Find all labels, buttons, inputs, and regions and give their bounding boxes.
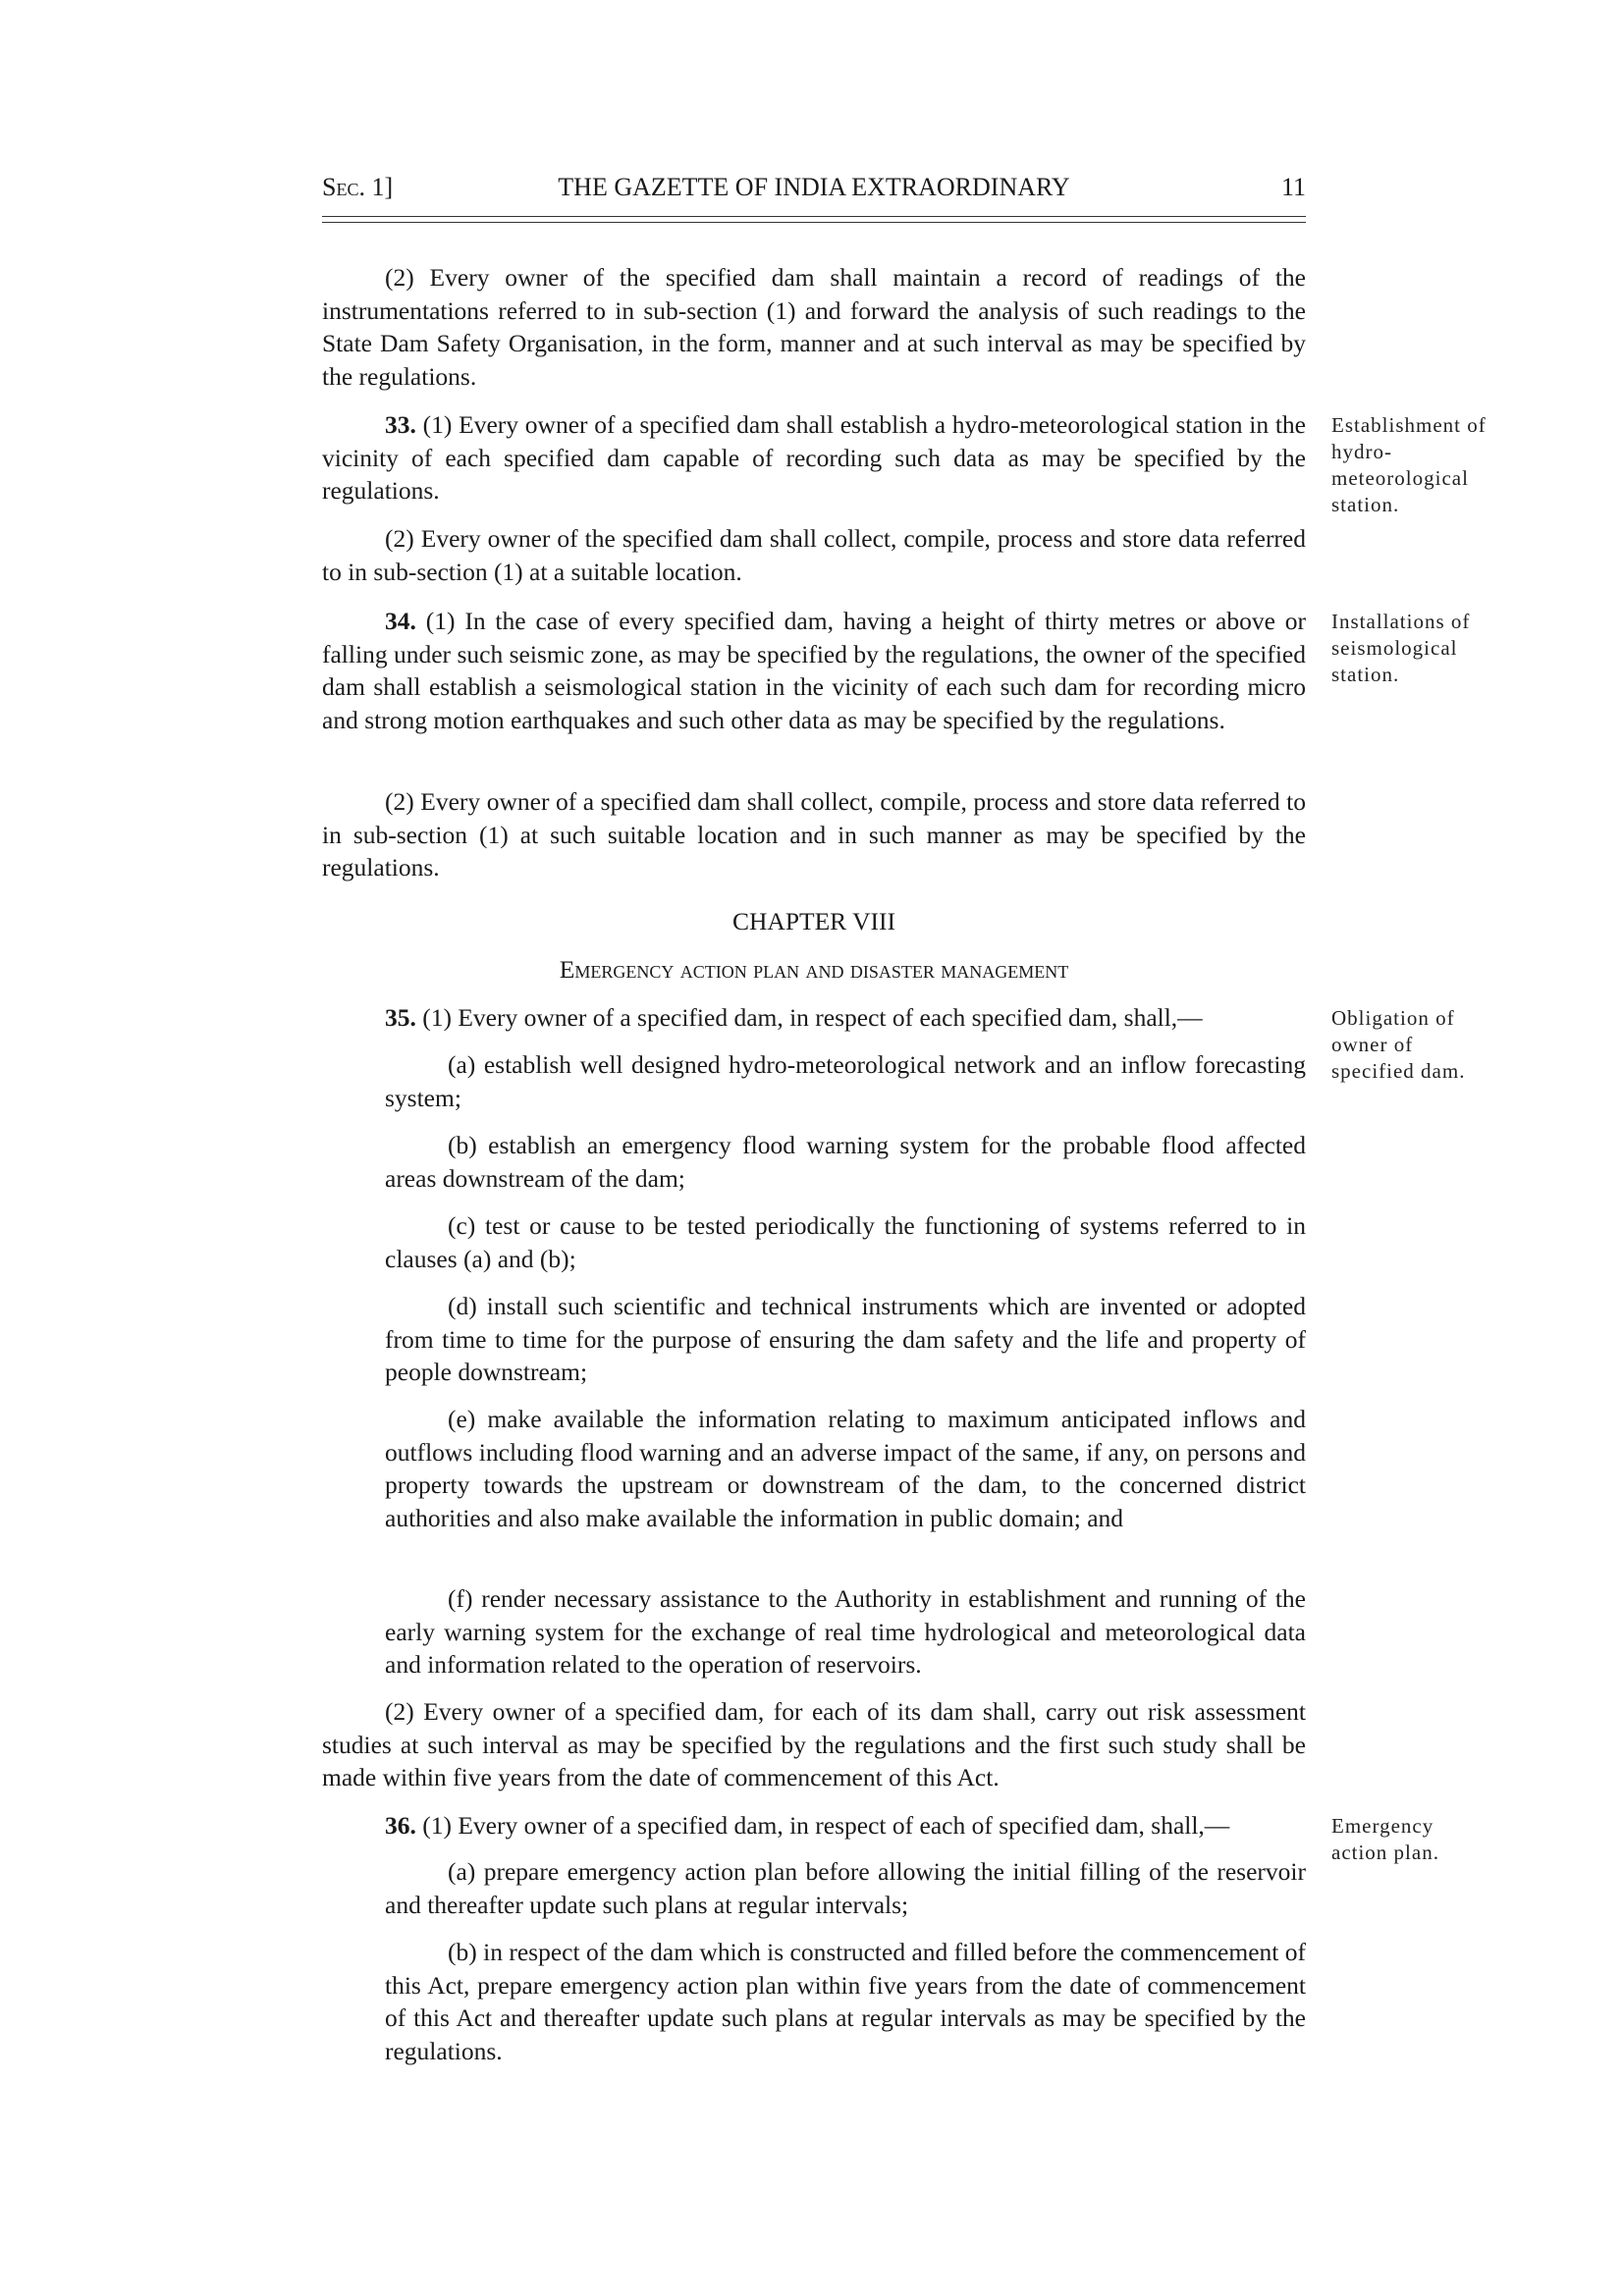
- section-34: [322, 605, 1306, 736]
- paragraph-text: (e) make available the information relating to maximum anticipated inflows and outflows including flood warning and an adverse impact of the same, if any, on persons and property towards the upstream or downstream of the dam, to the concerned district authorities and also make available the information in public domain; and: [385, 1405, 1306, 1532]
- paragraph-32-2: [322, 261, 1306, 393]
- section-35: [322, 1001, 1306, 1035]
- marginal-note-33: Establishment of hydro-meteorological station.: [1331, 413, 1487, 516]
- paragraph-text: (2) Every owner of the specified dam shall maintain a record of readings of the instrumentations referred to in sub-section (1) and forward the analysis of such readings to the State Dam Safety Organisation, in the form, manner and at such interval as may be specified by the regulations.: [322, 263, 1306, 391]
- paragraph-text: (b) in respect of the dam which is constructed and filled before the commencement of this Act, prepare emergency action plan within five years from the date of commencement of this Act and thereafter update such plans at regular intervals as may be specified by the regulations.: [385, 1938, 1306, 2065]
- clause-35-c: [385, 1209, 1306, 1275]
- section-36: [322, 1809, 1306, 1842]
- section-number: 33.: [385, 410, 416, 439]
- clause-35-d: [385, 1290, 1306, 1389]
- paragraph-text: (c) test or cause to be tested periodically the functioning of systems referred to in clauses (a) and (b);: [385, 1211, 1306, 1273]
- clause-35-b: [385, 1129, 1306, 1195]
- clause-35-a: [385, 1048, 1306, 1114]
- marginal-note-35: Obligation of owner of specified dam.: [1331, 1006, 1466, 1083]
- gazette-title: THE GAZETTE OF INDIA EXTRAORDINARY: [558, 173, 1070, 201]
- paragraph-text: (2) Every owner of a specified dam, for each of its dam shall, carry out risk assessment studies at such interval as may be specified by the regulations and the first such study shall be made within five years from the date of commencement of this Act.: [322, 1697, 1306, 1791]
- marginal-note-36: Emergency action plan.: [1331, 1814, 1439, 1864]
- chapter-subtitle: Emergency action plan and disaster management: [559, 955, 1069, 984]
- paragraph-text: (1) Every owner of a specified dam, in respect of each of specified dam, shall,—: [415, 1811, 1230, 1840]
- section-label: Sec. 1]: [322, 173, 394, 201]
- section-33: [322, 408, 1306, 507]
- paragraph-text: (1) Every owner of a specified dam shall establish a hydro-meteorological station in the vicinity of each specified dam capable of recording such data as may be specified by the regulations.: [322, 410, 1306, 505]
- clause-35-f: [385, 1582, 1306, 1682]
- paragraph-text: (f) render necessary assistance to the Authority in establishment and running of the early warning system for the exchange of real time hydrological and meteorological data and information related to the operation of reservoirs.: [385, 1584, 1306, 1679]
- section-number: 35.: [385, 1003, 416, 1032]
- paragraph-text: (1) In the case of every specified dam, having a height of thirty metres or above or falling under such seismic zone, as may be specified by the regulations, the owner of the specified dam shall establish a seismological station in the vicinity of each such dam for recording micro and strong motion earthquakes and such other data as may be specified by the regulations.: [322, 607, 1306, 734]
- page-header: [322, 173, 1306, 212]
- paragraph-text: (a) prepare emergency action plan before allowing the initial filling of the reservoir and thereafter update such plans at regular intervals;: [385, 1857, 1306, 1919]
- paragraph-text: (2) Every owner of the specified dam shall collect, compile, process and store data referred to in sub-section (1) at a suitable location.: [322, 524, 1306, 586]
- header-rule-bottom: [322, 222, 1306, 223]
- paragraph-34-2: [322, 785, 1306, 884]
- clause-36-b: [385, 1936, 1306, 2067]
- paragraph-text: (b) establish an emergency flood warning system for the probable flood affected areas downstream of the dam;: [385, 1131, 1306, 1193]
- chapter-title: CHAPTER VIII: [732, 907, 895, 935]
- header-rule-top: [322, 216, 1306, 217]
- paragraph-text: (d) install such scientific and technical instruments which are invented or adopted from time to time for the purpose of ensuring the dam safety and the life and property of people downstream;: [385, 1292, 1306, 1386]
- page-number: 11: [1280, 173, 1306, 201]
- paragraph-text: (a) establish well designed hydro-meteorological network and an inflow forecasting system;: [385, 1050, 1306, 1112]
- marginal-note-34: Installations of seismological station.: [1331, 610, 1471, 686]
- clause-35-e: [385, 1403, 1306, 1534]
- paragraph-35-2: [322, 1695, 1306, 1794]
- paragraph-text: (2) Every owner of a specified dam shall collect, compile, process and store data referred to in sub-section (1) at such suitable location and in such manner as may be specified by the regulations.: [322, 787, 1306, 881]
- clause-36-a: [385, 1855, 1306, 1921]
- section-number: 34.: [385, 607, 416, 635]
- paragraph-text: (1) Every owner of a specified dam, in respect of each specified dam, shall,—: [415, 1003, 1203, 1032]
- paragraph-33-2: [322, 522, 1306, 588]
- section-number: 36.: [385, 1811, 416, 1840]
